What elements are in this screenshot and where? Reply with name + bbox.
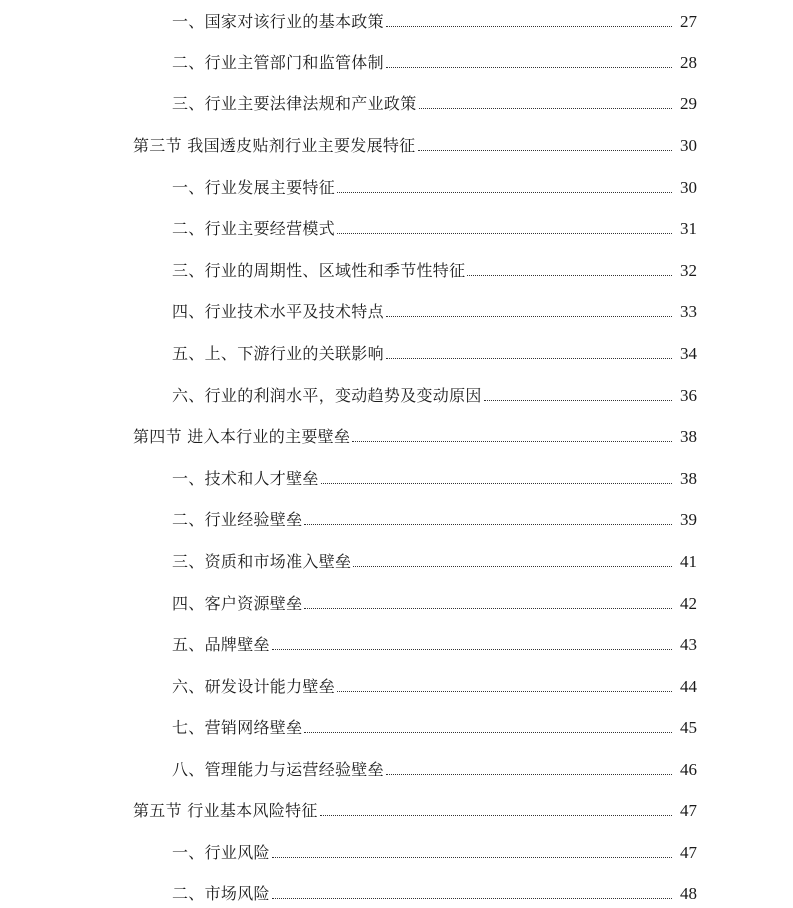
toc-entry-title: 八、管理能力与运营经验壁垒 bbox=[172, 760, 384, 779]
dot-leader bbox=[337, 233, 672, 234]
toc-entry-page: 27 bbox=[680, 12, 697, 31]
toc-entry-page: 31 bbox=[680, 219, 697, 238]
toc-entry-page: 45 bbox=[680, 718, 697, 737]
toc-entry[interactable] bbox=[172, 168, 697, 198]
toc-entry-page: 32 bbox=[680, 261, 697, 280]
toc-entry-page: 30 bbox=[680, 178, 697, 197]
toc-section-entry[interactable] bbox=[133, 126, 697, 156]
toc-entry-title: 四、客户资源壁垒 bbox=[172, 594, 303, 613]
toc-entry-page: 48 bbox=[680, 884, 697, 903]
toc-entry-title: 七、营销网络壁垒 bbox=[172, 718, 303, 737]
toc-entry-page: 41 bbox=[680, 552, 697, 571]
toc-entry-title: 第五节 行业基本风险特征 bbox=[133, 801, 318, 820]
toc-entry-title: 一、行业发展主要特征 bbox=[172, 178, 336, 197]
toc-entry-page: 46 bbox=[680, 760, 697, 779]
toc-entry[interactable] bbox=[172, 708, 697, 738]
toc-entry-title: 第三节 我国透皮贴剂行业主要发展特征 bbox=[133, 136, 416, 155]
toc-entry-title: 二、市场风险 bbox=[172, 884, 270, 903]
toc-entry-page: 29 bbox=[680, 94, 697, 113]
toc-entry-page: 38 bbox=[680, 469, 697, 488]
toc-entry-title: 三、资质和市场准入壁垒 bbox=[172, 552, 352, 571]
toc-entry-page: 43 bbox=[680, 635, 697, 654]
toc-entry-title: 二、行业经验壁垒 bbox=[172, 510, 303, 529]
dot-leader bbox=[272, 857, 672, 858]
toc-entry-page: 38 bbox=[680, 427, 697, 446]
toc-entry[interactable] bbox=[172, 292, 697, 322]
toc-entry[interactable] bbox=[172, 833, 697, 863]
toc-entry-page: 47 bbox=[680, 801, 697, 820]
toc-entry[interactable] bbox=[172, 209, 697, 239]
toc-entry-title: 四、行业技术水平及技术特点 bbox=[172, 302, 384, 321]
dot-leader bbox=[337, 192, 672, 193]
dot-leader bbox=[386, 67, 672, 68]
dot-leader bbox=[386, 316, 672, 317]
toc-entry[interactable] bbox=[172, 251, 697, 281]
dot-leader bbox=[386, 774, 672, 775]
toc-entry-page: 34 bbox=[680, 344, 697, 363]
toc-entry-title: 六、行业的利润水平，变动趋势及变动原因 bbox=[172, 386, 482, 405]
toc-entry-page: 33 bbox=[680, 302, 697, 321]
toc-entry-title: 三、行业主要法律法规和产业政策 bbox=[172, 94, 417, 113]
dot-leader bbox=[304, 732, 672, 733]
toc-entry-title: 一、技术和人才壁垒 bbox=[172, 469, 319, 488]
toc-entry-page: 42 bbox=[680, 594, 697, 613]
toc-entry[interactable] bbox=[172, 84, 697, 114]
toc-entry[interactable] bbox=[172, 625, 697, 655]
toc-entry[interactable] bbox=[172, 43, 697, 73]
dot-leader bbox=[386, 26, 672, 27]
dot-leader bbox=[337, 691, 672, 692]
toc-section-entry[interactable] bbox=[133, 791, 697, 821]
dot-leader bbox=[272, 898, 672, 899]
toc-entry[interactable] bbox=[172, 500, 697, 530]
toc-entry-title: 五、品牌壁垒 bbox=[172, 635, 270, 654]
toc-entry-title: 二、行业主管部门和监管体制 bbox=[172, 53, 384, 72]
toc-entry[interactable] bbox=[172, 376, 697, 406]
dot-leader bbox=[304, 608, 672, 609]
toc-entry[interactable] bbox=[172, 459, 697, 489]
toc-entry-title: 六、研发设计能力壁垒 bbox=[172, 677, 336, 696]
dot-leader bbox=[320, 815, 672, 816]
toc-entry-page: 44 bbox=[680, 677, 697, 696]
toc-entry-title: 第四节 进入本行业的主要壁垒 bbox=[133, 427, 351, 446]
dot-leader bbox=[419, 108, 672, 109]
toc-entry-page: 36 bbox=[680, 386, 697, 405]
dot-leader bbox=[304, 524, 672, 525]
dot-leader bbox=[484, 400, 672, 401]
toc-entry-page: 39 bbox=[680, 510, 697, 529]
toc-entry-title: 三、行业的周期性、区域性和季节性特征 bbox=[172, 261, 466, 280]
dot-leader bbox=[418, 150, 673, 151]
toc-entry-title: 一、国家对该行业的基本政策 bbox=[172, 12, 384, 31]
toc-entry-title: 五、上、下游行业的关联影响 bbox=[172, 344, 384, 363]
dot-leader bbox=[467, 275, 672, 276]
toc-entry-page: 30 bbox=[680, 136, 697, 155]
toc-entry[interactable] bbox=[172, 667, 697, 697]
toc-entry[interactable] bbox=[172, 750, 697, 780]
toc-entry[interactable] bbox=[172, 584, 697, 614]
dot-leader bbox=[352, 441, 672, 442]
toc-entry-title: 一、行业风险 bbox=[172, 843, 270, 862]
toc-section-entry[interactable] bbox=[133, 417, 697, 447]
dot-leader bbox=[353, 566, 672, 567]
dot-leader bbox=[272, 649, 672, 650]
toc-entry-page: 47 bbox=[680, 843, 697, 862]
toc-entry[interactable] bbox=[172, 334, 697, 364]
dot-leader bbox=[321, 483, 672, 484]
dot-leader bbox=[386, 358, 672, 359]
toc-entry-title: 二、行业主要经营模式 bbox=[172, 219, 336, 238]
toc-entry[interactable] bbox=[172, 542, 697, 572]
toc-entry[interactable] bbox=[172, 874, 697, 904]
toc-entry-page: 28 bbox=[680, 53, 697, 72]
toc-entry[interactable] bbox=[172, 2, 697, 32]
